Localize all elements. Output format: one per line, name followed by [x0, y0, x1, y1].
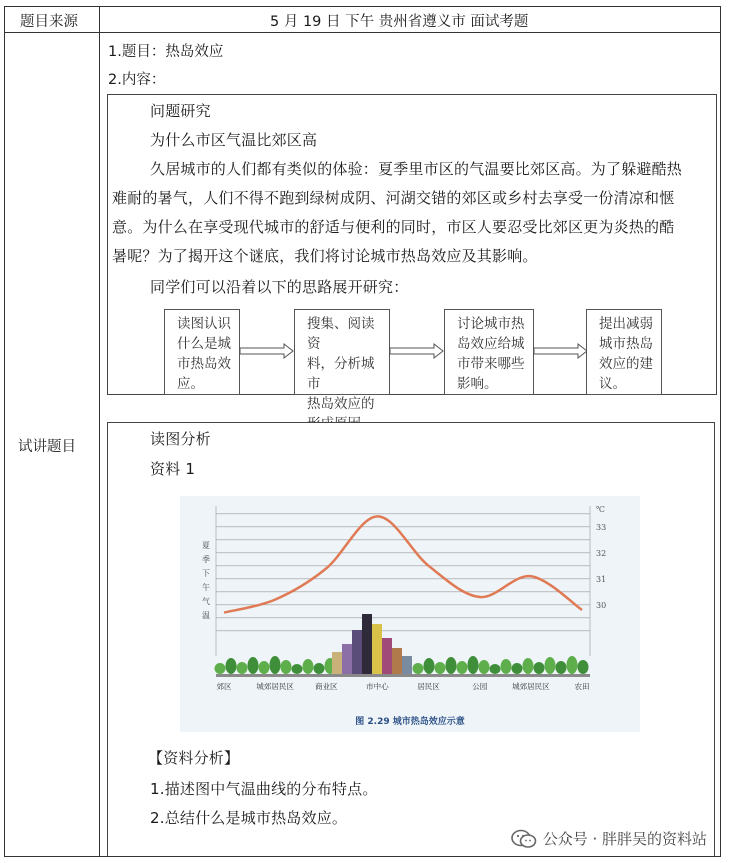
- research-box: [107, 94, 717, 412]
- tree-shape: [512, 663, 523, 674]
- chart-categories: [217, 681, 590, 691]
- flow-arrow-icon: [240, 343, 294, 359]
- x-category-label: 居民区: [417, 682, 440, 691]
- tree-shape: [314, 663, 325, 674]
- x-category-label: 市中心: [366, 682, 389, 691]
- analysis-question-2: 2.总结什么是城市热岛效应。: [150, 809, 348, 827]
- source-value: 5 月 19 日 下午 贵州省遵义市 面试考题: [270, 14, 529, 30]
- building-shape: [352, 630, 362, 674]
- y-axis-label-char: 下: [202, 569, 210, 578]
- flow-arrow-icon: [390, 343, 444, 359]
- flow-arrow-icon: [534, 343, 588, 359]
- paragraph-line: 难耐的暑气，人们不得不跑到绿树成阴、河湖交错的郊区或乡村去享受一份清凉和惬: [112, 189, 675, 207]
- tree-shape: [226, 658, 237, 674]
- tree-shape: [578, 660, 589, 674]
- y-tick-label: 31: [596, 574, 607, 584]
- y-tick-label: 33: [596, 522, 607, 532]
- material-label: 资料 1: [150, 460, 196, 478]
- topic-line: 1.题目：热岛效应: [108, 44, 224, 60]
- x-category-label: 公园: [472, 682, 488, 691]
- y-axis-label-char: 夏: [202, 541, 210, 550]
- chart-svg: [180, 496, 640, 732]
- tree-shape: [501, 659, 512, 674]
- y-axis-label-char: 午: [202, 583, 210, 592]
- chart-ylabel: [202, 541, 210, 620]
- tree-shape: [270, 656, 281, 674]
- y-axis-label-char: 季: [202, 555, 210, 564]
- heat-island-chart: [180, 496, 640, 732]
- column-divider: [99, 7, 100, 856]
- paragraph-line: 暑呢？为了揭开这个谜底，我们将讨论城市热岛效应及其影响。: [112, 247, 538, 265]
- x-category-label: 郊区: [216, 682, 232, 691]
- building-shape: [362, 614, 372, 674]
- temperature-curve: [224, 516, 582, 612]
- tree-shape: [303, 659, 314, 674]
- tree-shape: [556, 661, 567, 674]
- analysis-heading: 读图分析: [150, 430, 211, 448]
- tree-shape: [567, 656, 578, 674]
- tree-shape: [237, 662, 248, 674]
- tree-shape: [215, 663, 226, 674]
- flow-step-3: 讨论城市热 岛效应给城 市带来哪些 影响。: [444, 309, 534, 395]
- x-category-label: 城郊居民区: [512, 682, 550, 691]
- watermark-text: 公众号 · 胖胖吴的资料站: [542, 830, 707, 848]
- flow-step-4: 提出减弱 城市热岛 效应的建 议。: [586, 309, 662, 395]
- flow-step-2: 搜集、阅读资 料，分析城市 热岛效应的: [294, 309, 390, 395]
- city-skyline: [215, 614, 591, 677]
- tree-shape: [435, 662, 446, 674]
- y-axis-label-char: 温: [202, 611, 210, 620]
- tree-shape: [457, 661, 468, 674]
- tree-shape: [545, 657, 556, 674]
- x-category-label: 商业区: [315, 682, 338, 691]
- header-row-divider: [5, 32, 720, 33]
- chart-grid: [216, 506, 590, 656]
- chart-title: 图 2.29 城市热岛效应示意: [355, 717, 465, 727]
- watermark: [511, 828, 707, 849]
- tree-shape: [281, 660, 292, 674]
- research-question: 为什么市区气温比郊区高: [150, 131, 318, 149]
- chart-yticks: [596, 505, 606, 610]
- flow-step-1: 读图认识 什么是城 市热岛效 应。: [164, 309, 240, 395]
- tree-shape: [292, 664, 303, 674]
- tree-shape: [413, 663, 424, 674]
- x-category-label: 农田: [574, 682, 590, 691]
- analysis-title: 【资料分析】: [148, 749, 240, 767]
- x-category-label: 城郊居民区: [256, 682, 294, 691]
- building-shape: [372, 624, 382, 674]
- wechat-icon: [511, 829, 537, 849]
- tree-shape: [424, 658, 435, 674]
- ground-line: [216, 674, 590, 677]
- building-shape: [392, 648, 402, 674]
- y-tick-label: 30: [596, 600, 607, 610]
- research-lead: 同学们可以沿着以下的思路展开研究：: [150, 278, 409, 296]
- y-tick-label: 32: [596, 548, 607, 558]
- tree-shape: [248, 657, 259, 674]
- building-shape: [342, 644, 352, 674]
- tree-shape: [468, 656, 479, 674]
- analysis-question-1: 1.描述图中气温曲线的分布特点。: [150, 780, 378, 798]
- source-label: 题目来源: [20, 14, 78, 30]
- tree-shape: [523, 658, 534, 674]
- paragraph-line: 意。为什么在享受现代城市的舒适与便利的同时，市区人要忍受比郊区更为炎热的酷: [112, 218, 675, 236]
- paragraph-line: 久居城市的人们都有类似的体验：夏季里市区的气温要比郊区高。为了躲避酷热: [150, 160, 683, 178]
- tree-shape: [534, 662, 545, 674]
- row-label: 试讲题目: [18, 439, 76, 455]
- content-line: 2.内容：: [108, 72, 166, 88]
- tree-shape: [490, 664, 501, 674]
- y-unit-label: ℃: [596, 505, 605, 514]
- research-heading: 问题研究: [150, 102, 211, 120]
- tree-shape: [446, 657, 457, 674]
- building-shape: [332, 652, 342, 674]
- building-shape: [402, 656, 412, 674]
- building-shape: [382, 638, 392, 674]
- y-axis-label-char: 气: [202, 597, 210, 606]
- tree-shape: [479, 660, 490, 674]
- tree-shape: [259, 661, 270, 674]
